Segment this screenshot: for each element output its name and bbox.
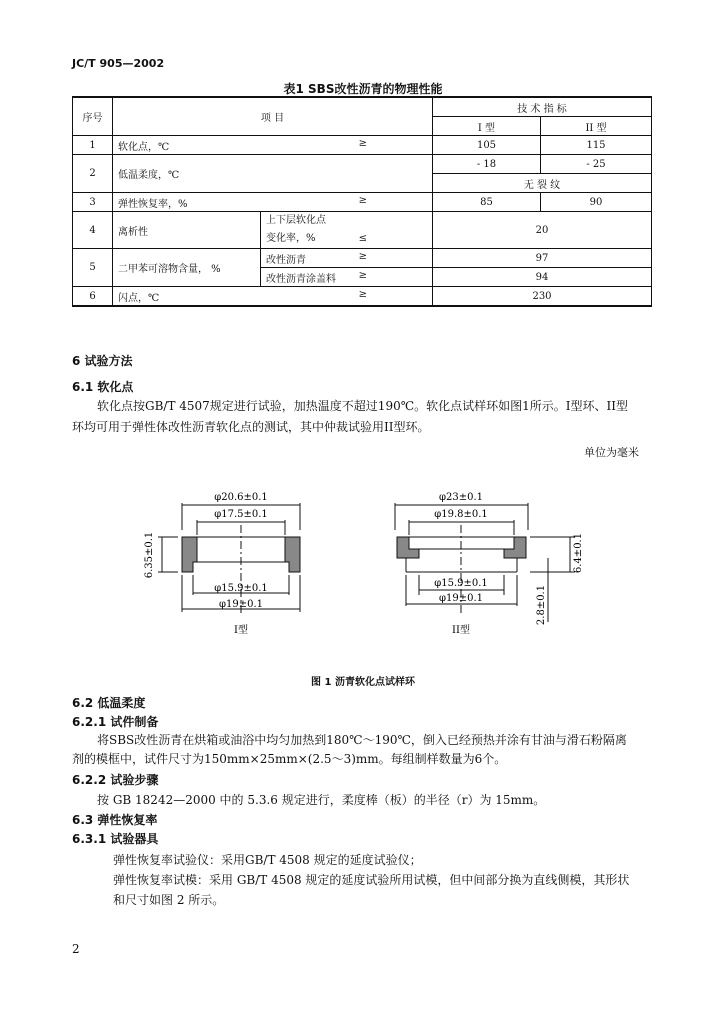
section-heading: 6.2.1 试件制备 <box>72 715 159 729</box>
paragraph: 和尺寸如图 2 所示。 <box>113 893 225 907</box>
row-value: 85 <box>433 193 541 212</box>
row-value: 115 <box>541 136 652 155</box>
row-value: - 18 <box>433 155 541 174</box>
paragraph: 将SBS改性沥青在烘箱或油浴中均匀加热到180℃～190℃，倒入已经预热并涂有甘油与滑石粉隔离 <box>97 733 627 747</box>
ring2-dim-top2: φ19.8±0.1 <box>434 509 488 520</box>
section-heading: 6.1 软化点 <box>72 380 134 394</box>
row-item: 弹性恢复率，% ≥ <box>113 193 433 212</box>
row-no: 4 <box>73 212 113 249</box>
row-item: 离析性 <box>113 212 261 249</box>
paragraph: 按 GB 18242—2000 中的 5.3.6 规定进行，柔度棒（板）的半径（r）为 15mm。 <box>97 793 546 807</box>
ring2-dim-top1: φ23±0.1 <box>438 492 484 503</box>
paragraph: 软化点按GB/T 4507规定进行试验，加热温度不超过190℃。软化点试样环如图1所示。I型环、II型 <box>97 399 628 413</box>
ring2-label: II型 <box>452 625 470 636</box>
row-value: 97 <box>433 249 652 268</box>
row-subitem: 上下层软化点 变化率，% ≤ <box>261 212 433 249</box>
ring2-dim-side: 6.4±0.1 <box>573 532 584 574</box>
row-value: 20 <box>433 212 652 249</box>
paragraph: 环均可用于弹性体改性沥青软化点的测试，其中仲裁试验用II型环。 <box>72 420 430 434</box>
ring1-dim-top1: φ20.6±0.1 <box>214 492 268 503</box>
paragraph: 弹性恢复率试模：采用 GB/T 4508 规定的延度试验所用试模，但中间部分换为直线侧模，其形状 <box>113 873 630 887</box>
ring1-dim-top2: φ17.5±0.1 <box>214 509 268 520</box>
header-item: 项 目 <box>113 97 433 136</box>
paragraph: 弹性恢复率试验仪：采用GB/T 4508 规定的延度试验仪； <box>113 853 422 867</box>
row-subitem: 改性沥青 ≥ <box>261 249 433 268</box>
header-no: 序号 <box>73 97 113 136</box>
ring1-dim-side: 6.35±0.1 <box>144 531 155 579</box>
ring2-dim-bot1: φ15.9±0.1 <box>434 578 488 589</box>
figure-caption: 图 1 沥青软化点试样环 <box>311 677 415 688</box>
section-heading: 6.2.2 试验步骤 <box>72 773 159 787</box>
header-type2: II 型 <box>541 117 652 136</box>
row-no: 5 <box>73 249 113 287</box>
row-value: 94 <box>433 268 652 287</box>
row-value: 90 <box>541 193 652 212</box>
ring1-dim-bot2: φ19±0.1 <box>218 599 264 610</box>
row-no: 1 <box>73 136 113 155</box>
row-item: 闪点，℃ ≥ <box>113 287 433 307</box>
row-item: 二甲苯可溶物含量， % <box>113 249 261 287</box>
row-item: 软化点，℃ ≥ <box>113 136 433 155</box>
ring2-dim-side2: 2.8±0.1 <box>536 584 547 626</box>
row-value: 230 <box>433 287 652 307</box>
row-no: 6 <box>73 287 113 307</box>
page-number: 2 <box>72 942 80 956</box>
section-heading: 6.2 低温柔度 <box>72 696 146 710</box>
row-item: 低温柔度，℃ <box>113 155 433 193</box>
ring-type2-drawing <box>395 503 575 622</box>
row-no: 2 <box>73 155 113 193</box>
ring1-dim-bot1: φ15.9±0.1 <box>214 583 268 594</box>
row-value: 105 <box>433 136 541 155</box>
section-heading: 6.3 弹性恢复率 <box>72 813 158 827</box>
header-spec: 技 术 指 标 <box>433 97 652 117</box>
row-note: 无 裂 纹 <box>433 174 652 193</box>
row-value: - 25 <box>541 155 652 174</box>
row-subitem: 改性沥青涂盖料 ≥ <box>261 268 433 287</box>
table-caption: 表1 SBS改性沥青的物理性能 <box>283 82 443 96</box>
row-no: 3 <box>73 193 113 212</box>
paragraph: 剂的模框中，试件尺寸为150mm×25mm×(2.5～3)mm。每组制样数量为6个。 <box>72 752 507 766</box>
document-code: JC/T 905—2002 <box>72 57 165 70</box>
ring1-label: I型 <box>234 625 248 636</box>
header-type1: I 型 <box>433 117 541 136</box>
section-heading: 6.3.1 试验器具 <box>72 832 159 846</box>
section-heading: 6 试验方法 <box>72 354 133 368</box>
ring2-dim-bot2: φ19±0.1 <box>438 593 484 604</box>
unit-note: 单位为毫米 <box>584 446 639 459</box>
